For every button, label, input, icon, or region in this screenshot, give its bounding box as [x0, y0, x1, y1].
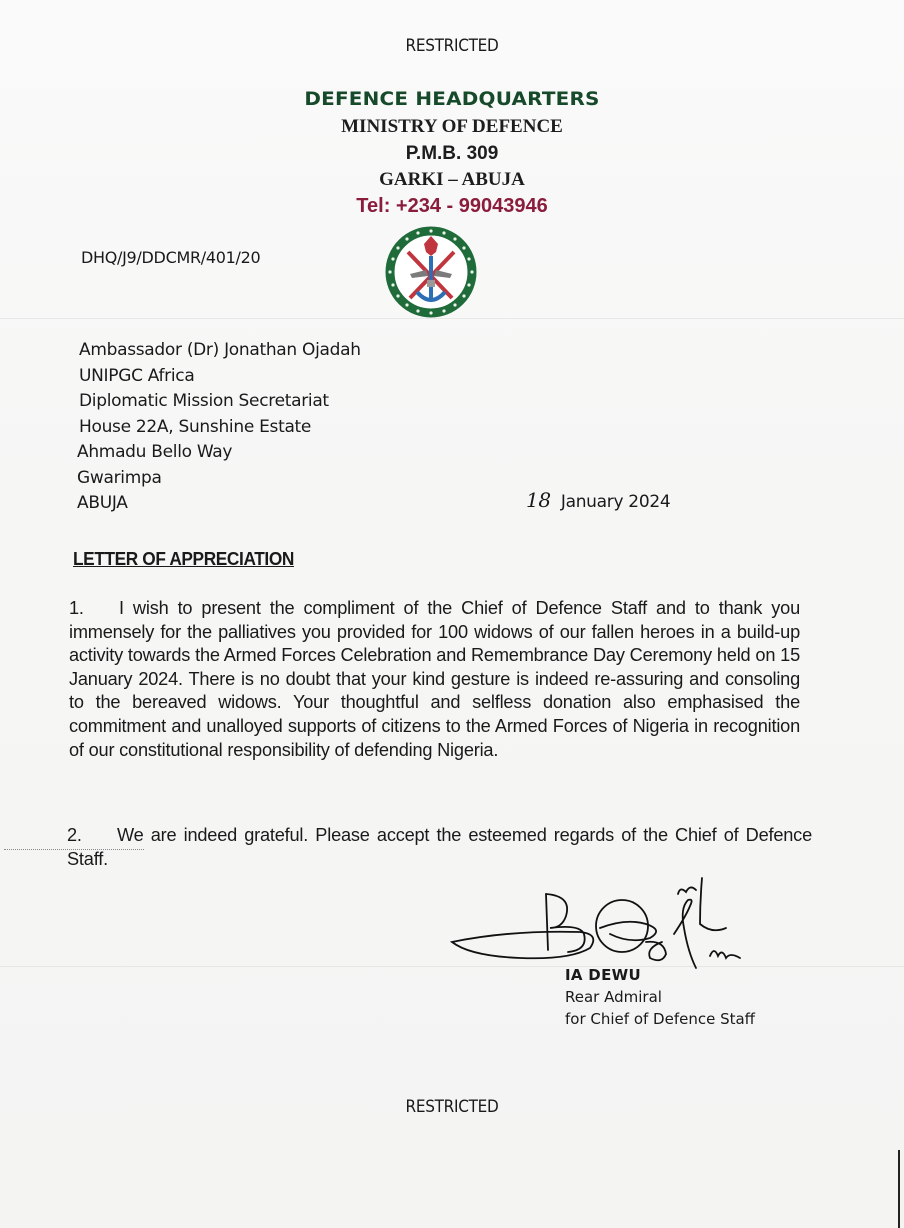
- pmb-line: P.M.B. 309: [405, 143, 499, 164]
- paper-edge-mark: [898, 1150, 900, 1228]
- recipient-address: [79, 338, 361, 517]
- signatory-capacity: for Chief of Defence Staff: [565, 1010, 756, 1028]
- recipient-line: ABUJA: [77, 493, 128, 513]
- signatory-rank: Rear Admiral: [565, 988, 662, 1006]
- telephone-line: Tel: +234 - 99043946: [356, 195, 548, 217]
- organization-heading: DEFENCE HEADQUARTERS: [304, 88, 600, 110]
- paragraph-number: 1.: [69, 598, 84, 618]
- ministry-line: MINISTRY OF DEFENCE: [341, 116, 563, 137]
- paragraph-text: I wish to present the compliment of the Chief of Defence Staff and to thank you immensely for the palliatives you provided for 100 widows of our fallen heroes in a build-up activity towards the Armed Forces Celebration and Remembrance Day Ceremony held on 15 January 2024. There is no doubt that your kind gesture is indeed re-assuring and consoling to the bereaved widows. Your thoughtful and selfless donation also emphasised the commitment and unalloyed supports of citizens to the Armed Forces of Nigeria in recognition of our constitutional responsibility of defending Nigeria.: [69, 598, 800, 760]
- armed-forces-crest-icon: [384, 226, 478, 318]
- recipient-line: Diplomatic Mission Secretariat: [79, 391, 329, 411]
- classification-top: RESTRICTED: [405, 36, 499, 56]
- letter-date: [526, 488, 670, 512]
- date-day-handwritten: 18: [526, 488, 551, 512]
- paragraph-text: We are indeed grateful. Please accept the esteemed regards of the Chief of Defence Staff.: [67, 825, 812, 869]
- signatory-name: IA DEWU: [565, 966, 641, 984]
- crest-emblem: [427, 280, 435, 287]
- recipient-line: House 22A, Sunshine Estate: [79, 416, 312, 437]
- date-month-year: January 2024: [560, 492, 671, 512]
- recipient-line: UNIPGC Africa: [79, 365, 195, 386]
- reference-number: DHQ/J9/DDCMR/401/20: [81, 248, 261, 267]
- recipient-line: Gwarimpa: [77, 467, 162, 488]
- paragraph-2: [67, 824, 812, 871]
- recipient-name: Ambassador (Dr) Jonathan Ojadah: [79, 340, 361, 360]
- classification-bottom: RESTRICTED: [405, 1097, 499, 1117]
- paragraph-number: 2.: [67, 825, 82, 845]
- handwritten-signature-icon: [450, 872, 770, 972]
- paragraph-1: [69, 597, 800, 762]
- location-line: GARKI – ABUJA: [379, 169, 525, 190]
- letter-subject: LETTER OF APPRECIATION: [73, 549, 294, 569]
- recipient-line: Ahmadu Bello Way: [77, 442, 233, 462]
- paper-fold-line: [0, 318, 904, 319]
